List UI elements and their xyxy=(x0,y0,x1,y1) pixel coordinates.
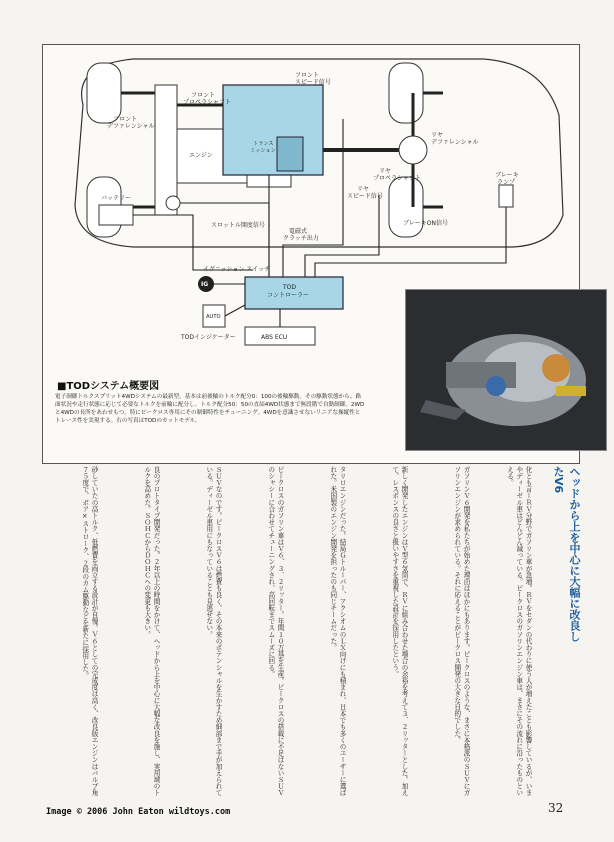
label-front-prop-shaft: フロントプロペラシャフト xyxy=(183,92,231,106)
tod-system-diagram xyxy=(42,44,580,464)
label-abs-ecu: ABS ECU xyxy=(261,334,288,341)
body-column-8: 砂していたの高トルク、低燃費を両立する設計が自慢。Ｖ６としての完成度は高く、改良版エンジンはバルブ角７５度で、ボア×ストローク、２段のカム駆動などを新たに採用した。 xyxy=(80,466,98,796)
figure-title: ■TODシステム概要図 xyxy=(57,381,160,392)
body-column-7: 良のプロトタイプ開発だった。２年以上の時間をかけて、ヘッドから上を中心に大幅な改良を施し、実用域のトルクを高めた。ＳＯＨＣからＤＯＨＣへの変更も大きい。 xyxy=(142,466,160,796)
body-column-3: 新しく開発したエンジンはＶ型６気筒で、ＲＶに組み合わせた場合の余裕を考えて３．２リッターとした。加えて、レスポンスの良さと扱いやすさを重視した設計を採用したという。 xyxy=(390,466,408,796)
body-column-1: 化とも言ーＲＶ分野でガソリン車が急増。ＲＶをセダンの代わりに使う人が増えたことも影響しているが、いまやディーゼル車はどんどん減っている。ピークロスのガソリンエンジン車は、まさにその流れに沿ったものといえる。 xyxy=(505,466,532,796)
label-throttle-signal: スロットル開度信号 xyxy=(211,222,265,229)
body-column-4: タリロエンジンだった。結局Ｇトルーパー、アクシオムのＬＸ向けにも積まれ、日本でも多くのユーザーに選ばれた。米国製のエンジン開発を担ったのも同じチームだった。 xyxy=(328,466,346,796)
figure-caption: 電子制御トルクスプリット4WDシステムの最新型。基本は前後輪のトルク配分0：100の後輪駆動。その駆動状態から、路面状況や走行状態に応じて必要なトルクを前輪に配分し、トルク配分50：50の直結4WD状態まで無段階で自動制御。2WDと4WDの長所をあわせもつ。特にピークロス専用にその制御特性をチューニング。4WDを意識させないリニアな操縦性とトレース性を実現する。右の写真はTODのカットモデル。 xyxy=(55,394,365,424)
label-auto: AUTO xyxy=(206,314,221,320)
label-tod-controller: TOD コントローラー xyxy=(267,284,310,299)
label-tod-indicator: TODインジケーター xyxy=(181,334,236,341)
transfer-case-image xyxy=(406,290,606,450)
body-column-6: ＳＵＶなのです。ピークロスＶ６は燃費も良く、その本来のポテンシャルを生かすため細部まで手が加えられている。ディーゼル車用にもなっていることも見逃せない。 xyxy=(204,466,222,796)
body-column-5: ピークロスのガソリン車はＶ６、３．２リッター。年間１０万基を生産。ピークロスの搭載に不足はないＳＵＶのシャシーに合わせてチューニングされ、高回転までスムーズに回る。 xyxy=(266,466,284,796)
label-front-speed-signal: フロントスピード信号 xyxy=(295,72,331,86)
label-rear-prop-shaft: リヤプロペラシャフト xyxy=(373,168,421,182)
label-rear-diff: リヤデファレンシャル xyxy=(431,132,479,146)
label-rear-speed-signal: リヤスピード信号 xyxy=(347,186,383,200)
label-front-diff: フロントデファレンシャル xyxy=(107,116,155,130)
label-battery: バッテリー xyxy=(101,195,132,202)
label-engine: エンジン xyxy=(189,152,213,159)
tod-cutaway-photo xyxy=(405,289,607,451)
page-number: 32 xyxy=(548,801,564,815)
article-headline: ヘッドから上を中心に大幅に改良したV6 xyxy=(552,466,581,642)
ig-icon: IG xyxy=(201,281,209,288)
label-ignition-switch: イグニッション スイッチ xyxy=(203,266,271,273)
label-brake-lamp: ブレーキランプ xyxy=(495,172,519,186)
body-column-2: ガソリンＶ６開発を私たちが始めた理由はほかにもあります。ピークロスのような、まさに本格派のＳＵＶにガソリンエンジンが求められている。それに応えることがピークロス開発の大きな目的でした。 xyxy=(452,466,470,796)
label-brake-on-signal: ブレーキON信号 xyxy=(403,220,448,227)
label-transmission: トランスミッション xyxy=(250,141,276,154)
copyright-notice: Image © 2006 John Eaton wildtoys.com xyxy=(46,807,231,817)
label-clutch-output: 電磁式クラッチ出力 xyxy=(283,228,319,242)
